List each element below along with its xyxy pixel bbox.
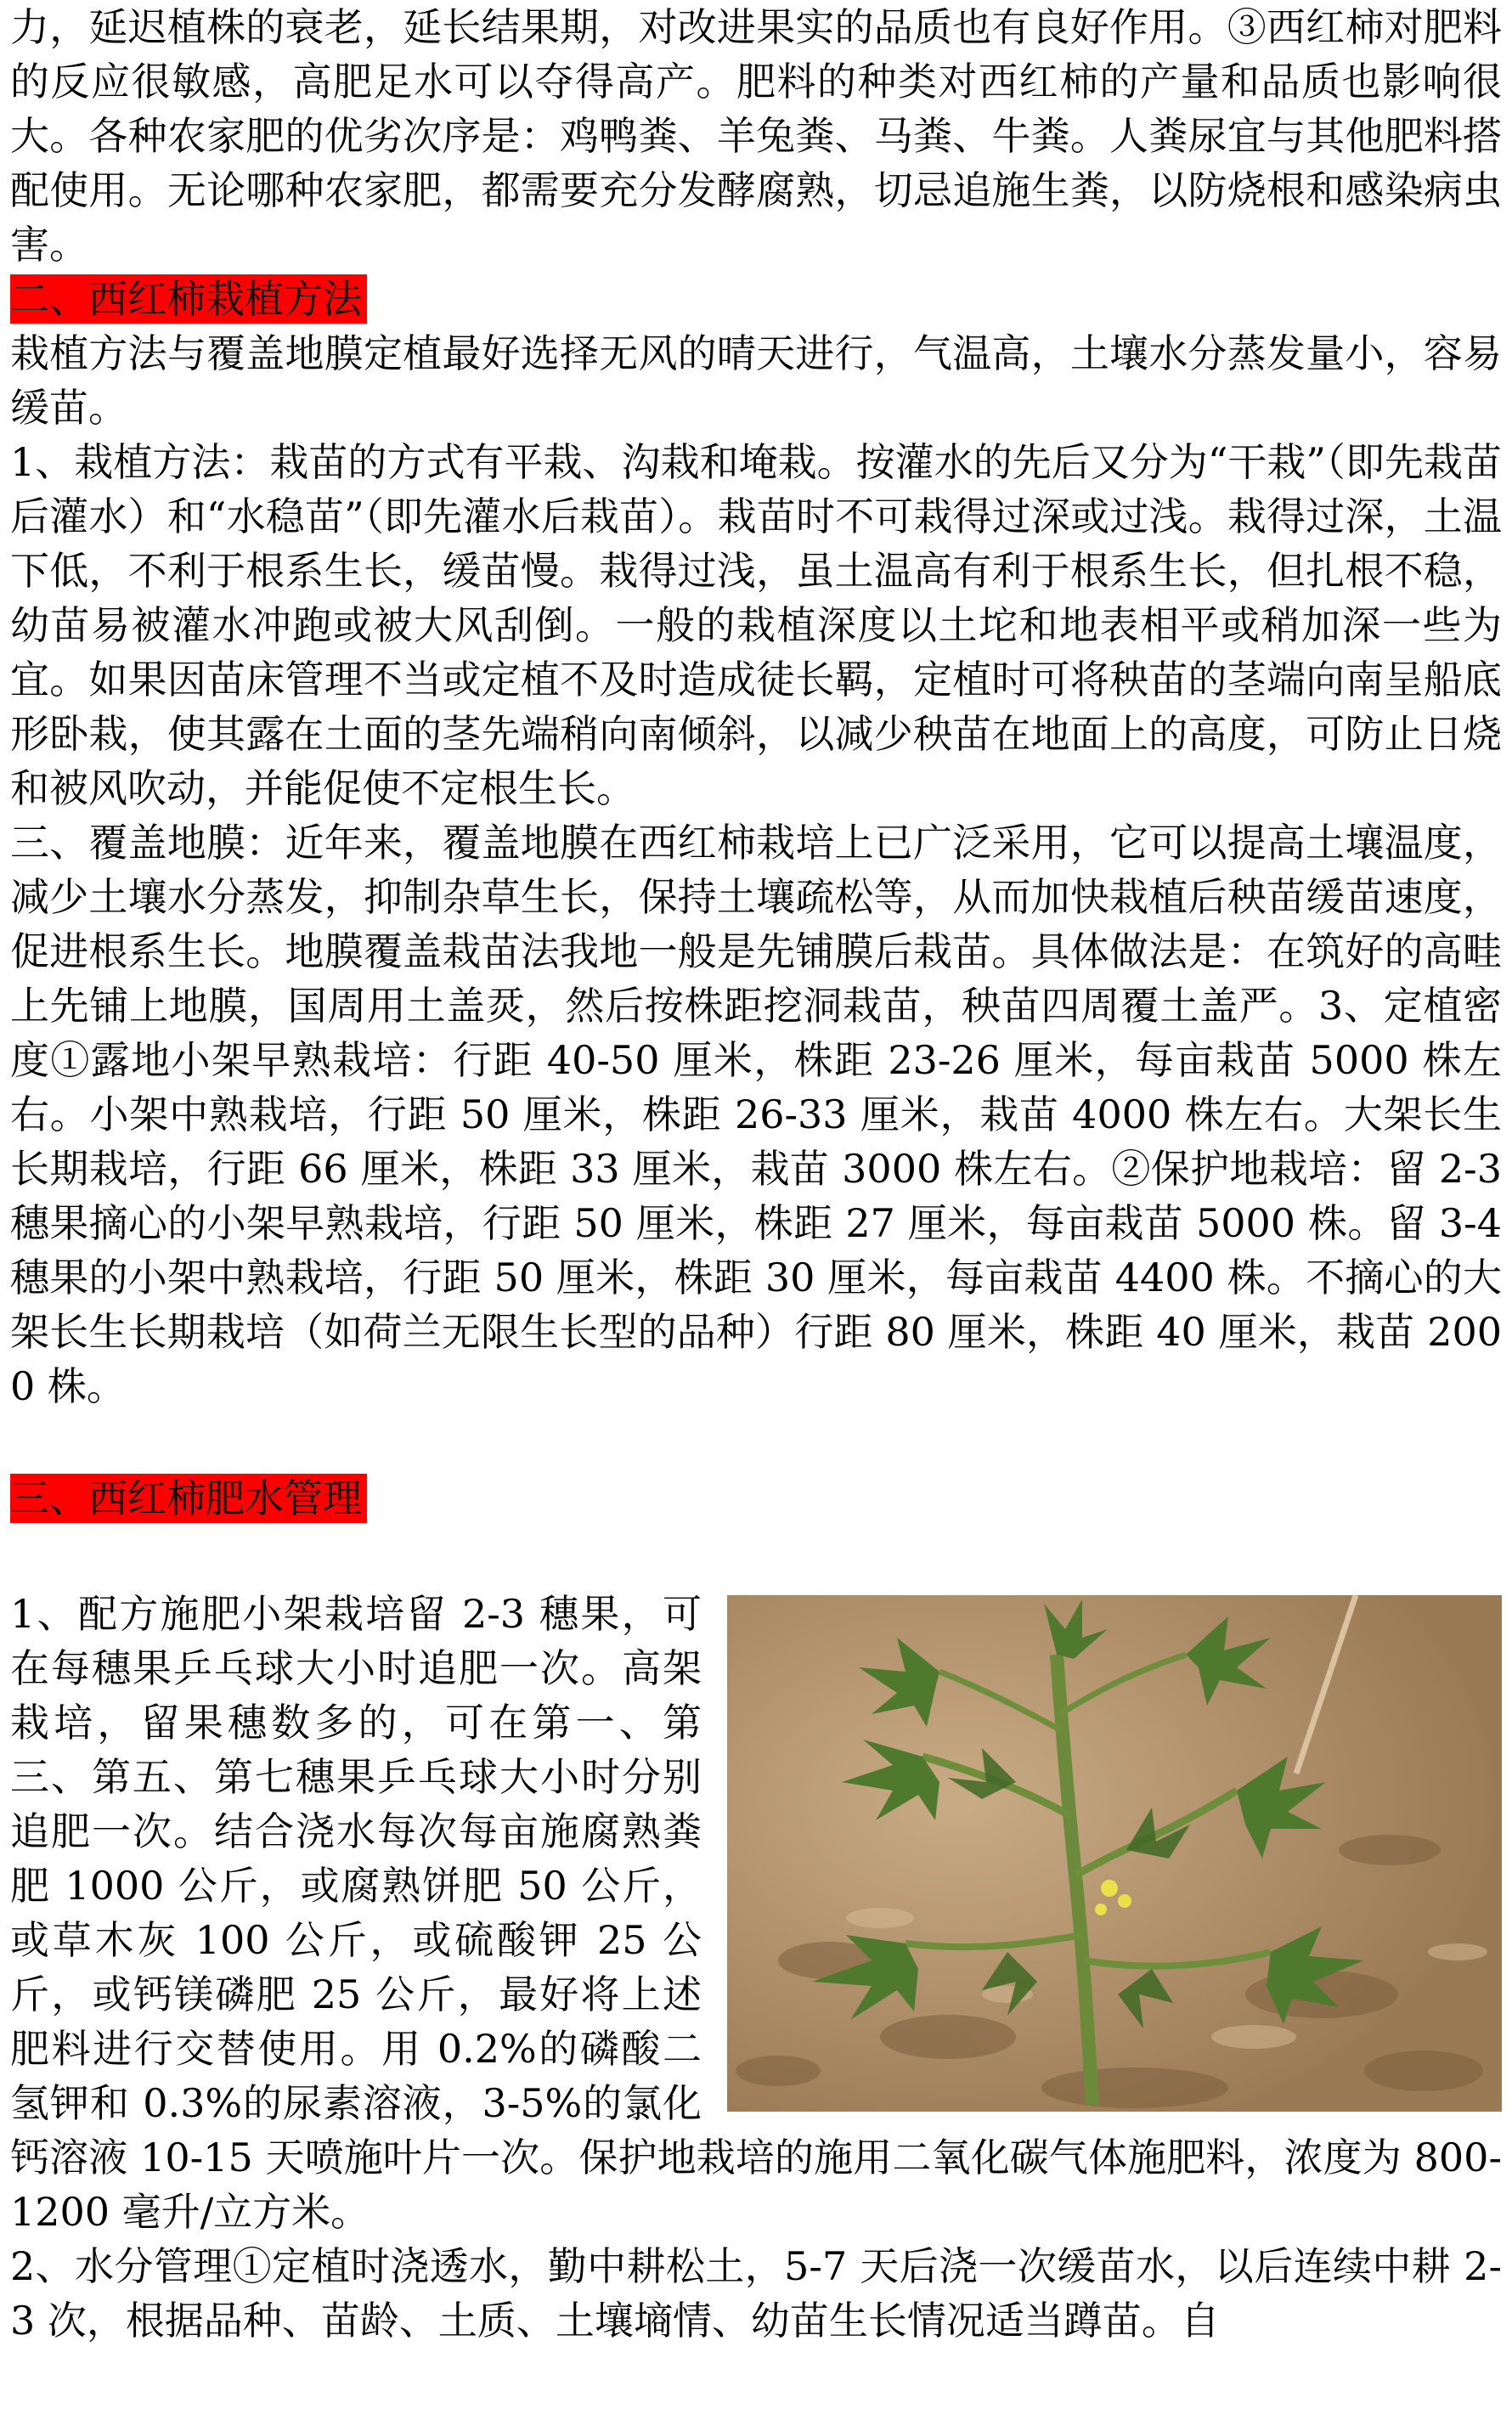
paragraph-planting-intro: 栽植方法与覆盖地膜定植最好选择无风的晴天进行，气温高，土壤水分蒸发量小，容易缓苗。 [10,330,1502,431]
paragraph-fertilizer-end: 力，延迟植株的衰老，延长结果期，对改进果实的品质也有良好作用。③西红柿对肥料的反应很敏感，高肥足水可以夺得高产。肥料的种类对西红柿的产量和品质也影响很大。各种农家肥的优劣次序是：鸡鸭粪、羊兔粪、马粪、牛粪。人粪尿宜与其他肥料搭配使用。无论哪种农家肥，都需要充分发酵腐熟，切忌追施生粪，以防烧根和感染病虫害。 [10,4,1502,268]
heading-planting-method: 二、西红柿栽植方法 [10,274,367,324]
paragraph-planting-method: 1、栽植方法：栽苗的方式有平栽、沟栽和埯栽。按灌水的先后又分为“干栽”（即先栽苗后灌水）和“水稳苗”（即先灌水后栽苗）。栽苗时不可栽得过深或过浅。栽得过深，土温下低，不利于根系生长，缓苗慢。栽得过浅，虽土温高有利于根系生长，但扎根不稳，幼苗易被灌水冲跑或被大风刮倒。一般的栽植深度以土坨和地表相平或稍加深一些为宜。如果因苗床管理不当或定植不及时造成徒长羁，定植时可将秧苗的茎端向南呈船底形卧栽，使其露在土面的茎先端稍向南倾斜，以减少秧苗在地面上的高度，可防止日烧和被风吹动，并能促使不定根生长。 [10,439,1502,811]
spacer [10,1413,1502,1471]
tomato-seedling-photo [727,1595,1502,2112]
tomato-plant-illustration [727,1595,1502,2112]
paragraph-mulch-density: 三、覆盖地膜：近年来，覆盖地膜在西红柿栽培上已广泛采用，它可以提高土壤温度，减少土壤水分蒸发，抑制杂草生长，保持土壤疏松等，从而加快栽植后秧苗缓苗速度，促进根系生长。地膜覆盖栽苗法我地一般是先铺膜后栽苗。具体做法是：在筑好的高畦上先铺上地膜，国周用土盖烎，然后按株距挖洞栽苗，秧苗四周覆土盖严。3、定植密度①露地小架早熟栽培：行距 40-50 厘米，株距 23-26 厘米，每亩栽苗 5000 株左右。小架中熟栽培，行距 50 厘米，株距 26-33 厘米，栽苗 4000 株左右。大架长生长期栽培，行距 66 厘米，株距 33 厘米，栽苗 3000 株左右。②保护地栽培：留 2-3 穗果摘心的小架早熟栽培，行距 50 厘米，株距 27 厘米，每亩栽苗 5000 株。留 3-4 穗果的小架中熟栽培，行距 50 厘米，株距 30 厘米，每亩栽苗 4400 株。不摘心的大架长生长期栽培（如荷兰无限生长型的品种）行距 80 厘米，株距 40 厘米，栽苗 2000 株。 [10,820,1502,1409]
spacer [10,1526,1502,1587]
heading-fertilizer-water: 三、西红柿肥水管理 [10,1474,367,1523]
paragraph-formula-fertilization: 1、配方施肥小架栽培留 2-3 穗果，可在每穗果乒乓球大小时追肥一次。高架栽培，留果穗数多的，可在第一、第三、第五、第七穗果乒乓球大小时分别追肥一次。结合浇水每次每亩施腐熟粪肥 1000 公斤，或腐熟饼肥 50 公斤，或草木灰 100 公斤，或硫酸钾 25 公斤，或钙镁磷肥 25 公斤，最好将上述肥料进行交替使用。用 0.2%的磷酸二氢钾和 0.3%的尿素溶液，3-5%的氯化钙溶液 10-15 天喷施叶片一次。保护地栽培的施用二氧化碳气体施肥料，浓度为 800-1200 毫升/立方米。 [10,1591,1502,2235]
paragraph-water-management: 2、水分管理①定植时浇透水，勤中耕松土，5-7 天后浇一次缓苗水，以后连续中耕 2-3 次，根据品种、苗龄、土质、土壤墒情、幼苗生长情况适当蹲苗。自 [10,2243,1502,2344]
